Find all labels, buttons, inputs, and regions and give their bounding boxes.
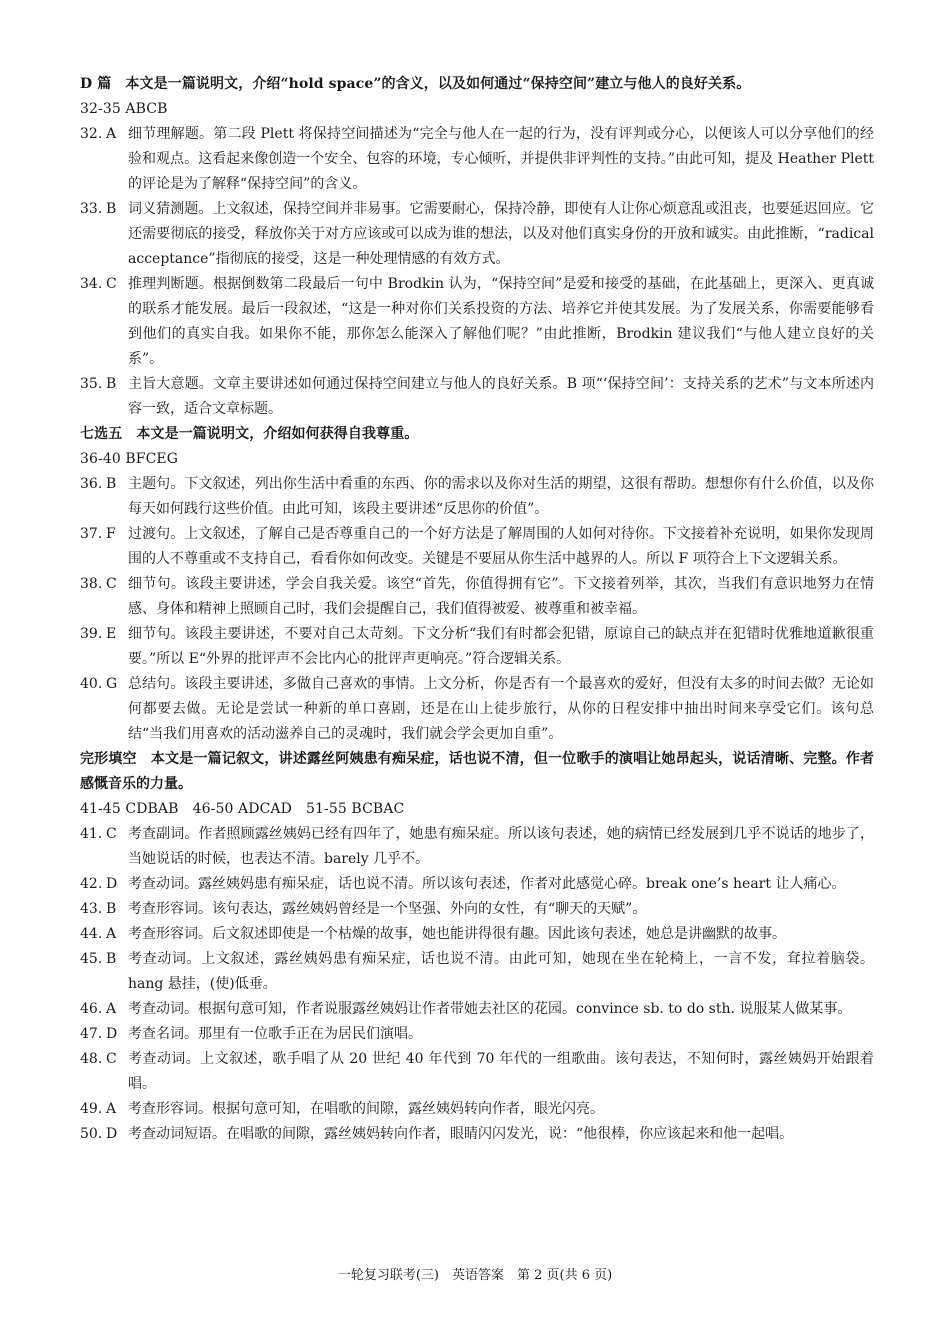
item-number: 44. [80, 926, 103, 942]
item-answer: A [106, 926, 117, 942]
answer-item-36 [80, 472, 874, 522]
section-d-key: 32-35 ABCB [80, 101, 168, 117]
item-answer: A [106, 1001, 117, 1017]
item-explanation: 考查形容词。后文叙述即使是一个枯燥的故事，她也能讲得很有趣。因此该句表述，她总是讲幽默的故事。 [128, 926, 786, 942]
answer-item-45 [80, 947, 874, 997]
section-cloze-header: 完形填空 本文是一篇记叙文，讲述露丝阿姨患有痴呆症，话也说不清，但一位歌手的演唱让她昂起头，说话清晰、完整。作者感慨音乐的力量。 [80, 751, 874, 792]
answer-item-43 [80, 897, 874, 922]
item-explanation: 考查动词。露丝姨妈患有痴呆症，话也说不清。所以该句表述，作者对此感觉心碎。break one’s heart 让人痛心。 [128, 876, 846, 892]
item-explanation: 考查动词短语。在唱歌的间隙，露丝姨妈转向作者，眼睛闪闪发光，说：“他很棒，你应该起来和他一起唱。 [128, 1126, 794, 1142]
item-answer: D [106, 1126, 118, 1142]
item-number: 47. [80, 1026, 103, 1042]
answer-item-41 [80, 822, 874, 872]
item-explanation: 过渡句。上文叙述，了解自己是否尊重自己的一个好方法是了解周围的人如何对待你。下文接着补充说明，如果你发现周围的人不尊重或不支持自己，看看你如何改变。关键是不要屈从你生活中越界的人。所以 F 项符合上下文逻辑关系。 [128, 526, 874, 567]
item-explanation: 考查动词。根据句意可知，作者说服露丝姨妈让作者带她去社区的花园。convince sb. to do sth. 说服某人做某事。 [128, 1001, 852, 1017]
item-number: 48. [80, 1051, 103, 1067]
answer-item-38 [80, 572, 874, 622]
item-answer: C [106, 826, 117, 842]
item-answer: D [106, 1026, 118, 1042]
item-answer: D [106, 876, 118, 892]
item-answer: B [106, 201, 117, 217]
item-answer: B [106, 951, 117, 967]
item-explanation: 细节理解题。第二段 Plett 将保持空间描述为“完全与他人在一起的行为，没有评判或分心，以便该人可以分享他们的经验和观点。这看起来像创造一个安全、包容的环境，专心倾听，并提供非评判性的支持。”由此可知，提及 Heather Plett 的评论是为了解释“保持空间”的含义。 [128, 126, 874, 192]
answer-item-39 [80, 622, 874, 672]
section-d-header: D 篇 本文是一篇说明文，介绍“hold space”的含义，以及如何通过“保持空间”建立与他人的良好关系。 [80, 76, 751, 92]
item-explanation: 考查名词。那里有一位歌手正在为居民们演唱。 [128, 1026, 422, 1042]
item-explanation: 考查副词。作者照顾露丝姨妈已经有四年了，她患有痴呆症。所以该句表述，她的病情已经发展到几乎不说话的地步了，当她说话的时候，也表达不清。barely 几乎不。 [128, 826, 874, 867]
answer-item-40 [80, 672, 874, 747]
item-answer: C [106, 276, 117, 292]
item-number: 37. [80, 526, 103, 542]
item-explanation: 细节句。该段主要讲述，学会自我关爱。该空“首先，你值得拥有它”。下文接着列举，其次，当我们有意识地努力在情感、身体和精神上照顾自己时，我们会提醒自己，我们值得被爱、被尊重和被幸福。 [128, 576, 874, 617]
item-explanation: 考查形容词。该句表达，露丝姨妈曾经是一个坚强、外向的女性，有“聊天的天赋”。 [128, 901, 647, 917]
item-answer: B [106, 376, 117, 392]
item-number: 41. [80, 826, 103, 842]
item-explanation: 主旨大意题。文章主要讲述如何通过保持空间建立与他人的良好关系。B 项“‘保持空间’：支持关系的艺术”与文本所述内容一致，适合文章标题。 [128, 376, 874, 417]
item-number: 42. [80, 876, 103, 892]
answer-item-32 [80, 122, 874, 197]
section-seven-key: 36-40 BFCEG [80, 451, 179, 467]
item-explanation: 考查动词。上文叙述，露丝姨妈患有痴呆症，话也说不清。由此可知，她现在坐在轮椅上，一言不发，耷拉着脑袋。hang 悬挂，(使)低垂。 [128, 951, 874, 992]
item-answer: A [106, 126, 117, 142]
answer-item-33 [80, 197, 874, 272]
answer-item-48 [80, 1047, 874, 1097]
item-answer: C [106, 576, 117, 592]
answer-item-42 [80, 872, 874, 897]
answer-item-49 [80, 1097, 874, 1122]
item-answer: C [106, 1051, 117, 1067]
item-answer: E [106, 626, 117, 642]
answer-item-44 [80, 922, 874, 947]
section-cloze-items [80, 822, 874, 1147]
section-cloze-key: 41-45 CDBAB 46-50 ADCAD 51-55 BCBAC [80, 801, 405, 817]
item-number: 33. [80, 201, 103, 217]
item-explanation: 主题句。下文叙述，列出你生活中看重的东西、你的需求以及你对生活的期望，这很有帮助。想想你有什么价值，以及你每天如何践行这些价值。由此可知，该段主要讲述“反思你的价值”。 [128, 476, 874, 517]
item-answer: A [106, 1101, 117, 1117]
section-d-items [80, 122, 874, 422]
item-number: 36. [80, 476, 103, 492]
item-explanation: 考查形容词。根据句意可知，在唱歌的间隙，露丝姨妈转向作者，眼光闪亮。 [128, 1101, 604, 1117]
item-explanation: 考查动词。上文叙述，歌手唱了从 20 世纪 40 年代到 70 年代的一组歌曲。该句表达，不知何时，露丝姨妈开始跟着唱。 [128, 1051, 874, 1092]
item-answer: F [106, 526, 116, 542]
item-number: 39. [80, 626, 103, 642]
item-number: 46. [80, 1001, 103, 1017]
answer-item-46 [80, 997, 874, 1022]
item-answer: B [106, 476, 117, 492]
item-number: 43. [80, 901, 103, 917]
item-answer: G [106, 676, 118, 692]
item-number: 32. [80, 126, 103, 142]
item-explanation: 推理判断题。根据倒数第二段最后一句中 Brodkin 认为，“保持空间”是爱和接受的基础，在此基础上，更深入、更真诚的联系才能发展。最后一段叙述，“这是一种对你们关系投资的方法、培养它并使其发展。为了发展关系，你需要能够看到他们的真实自我。如果你不能，那你怎么能深入了解他们呢？”由此推断，Brodkin 建议我们“与他人建立良好的关系”。 [128, 276, 874, 367]
section-seven-header: 七选五 本文是一篇说明文，介绍如何获得自我尊重。 [80, 426, 419, 442]
item-number: 50. [80, 1126, 103, 1142]
section-seven-items [80, 472, 874, 747]
item-explanation: 细节句。该段主要讲述，不要对自己太苛刻。下文分析“我们有时都会犯错，原谅自己的缺点并在犯错时优雅地道歉很重要。”所以 E“外界的批评声不会比内心的批评声更响亮。”符合逻辑关系。 [128, 626, 874, 667]
item-number: 40. [80, 676, 103, 692]
item-answer: B [106, 901, 117, 917]
item-number: 35. [80, 376, 103, 392]
item-number: 45. [80, 951, 103, 967]
content [80, 72, 874, 1147]
item-number: 49. [80, 1101, 103, 1117]
item-number: 38. [80, 576, 103, 592]
answer-item-47 [80, 1022, 874, 1047]
answer-item-37 [80, 522, 874, 572]
answer-item-35 [80, 372, 874, 422]
page-footer: 一轮复习联考(三) 英语答案 第 2 页(共 6 页) [337, 1268, 613, 1283]
item-number: 34. [80, 276, 103, 292]
answer-item-34 [80, 272, 874, 372]
item-explanation: 总结句。该段主要讲述，多做自己喜欢的事情。上文分析，你是否有一个最喜欢的爱好，但没有太多的时间去做？无论如何都要去做。无论是尝试一种新的单口喜剧，还是在山上徒步旅行，从你的日程安排中抽出时间来享受它们。该句总结“当我们用喜欢的活动滋养自己的灵魂时，我们就会学会更加自重”。 [128, 676, 874, 742]
item-explanation: 词义猜测题。上文叙述，保持空间并非易事。它需要耐心，保持冷静，即使有人让你心烦意乱或沮丧，也要延迟回应。它还需要彻底的接受，释放你关于对方应该或可以成为谁的想法，以及对他们真实身份的开放和诚实。由此推断，“radical acceptance”指彻底的接受，这是一种处理情感的有效方式。 [128, 201, 874, 267]
answer-item-50 [80, 1122, 874, 1147]
